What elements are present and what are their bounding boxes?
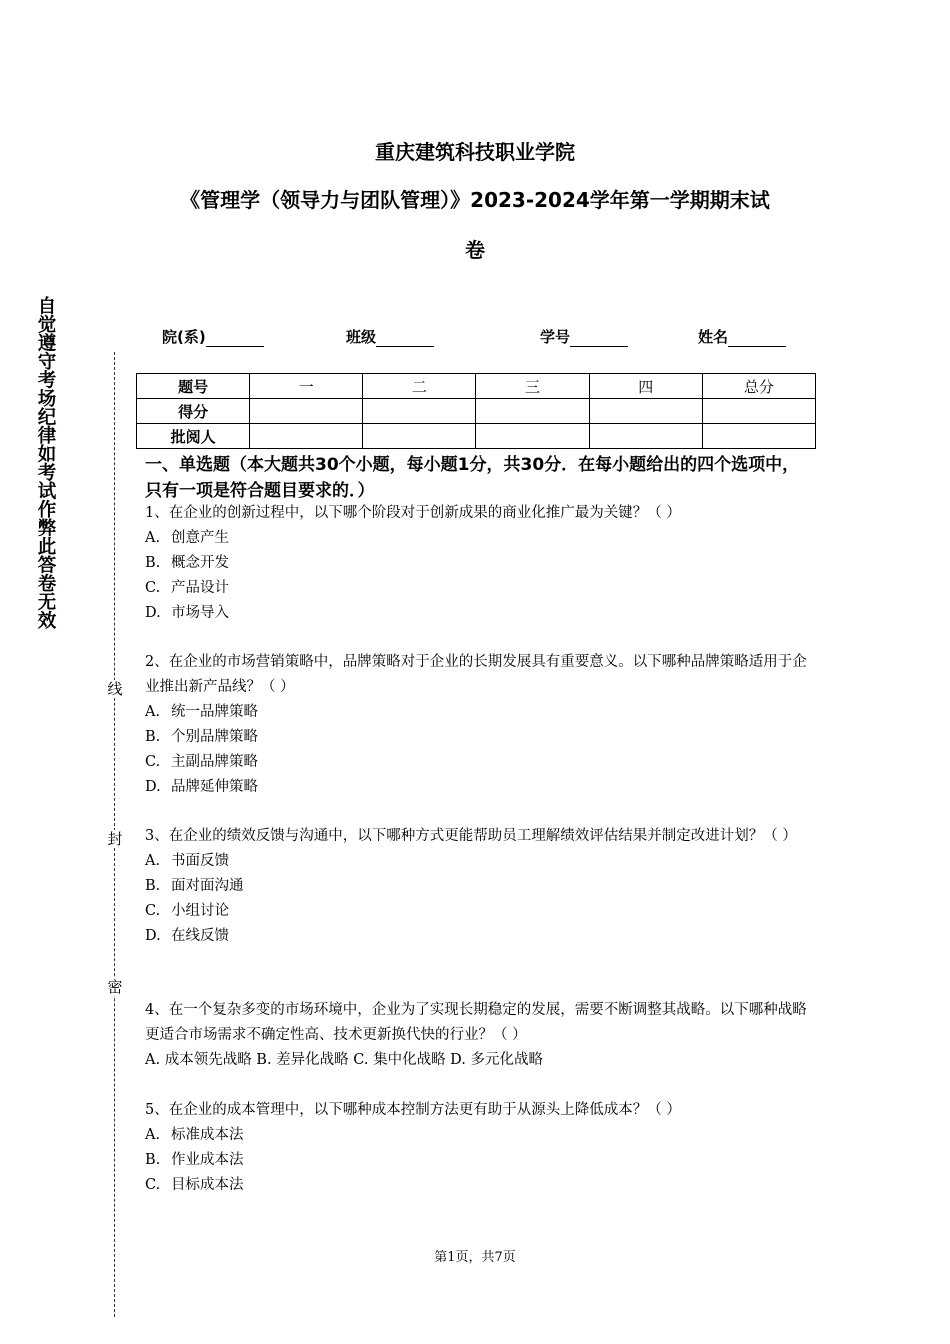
class-field[interactable]: 班级 [346, 326, 434, 347]
class-blank[interactable] [376, 330, 434, 347]
question-5 [145, 1098, 810, 1198]
score-cell[interactable] [250, 399, 363, 424]
department-field[interactable]: 院(系) [162, 326, 264, 347]
score-table [136, 373, 816, 449]
score-row-label: 得分 [137, 399, 250, 424]
inline-options[interactable]: A. 成本领先战略 B. 差异化战略 C. 集中化战略 D. 多元化战略 [145, 1052, 544, 1068]
score-cell[interactable] [363, 399, 476, 424]
score-table-header-row [137, 374, 816, 399]
header-section-2: 二 [363, 374, 476, 399]
binding-mark-secret: 密 [107, 978, 123, 996]
question-stem: 3、在企业的绩效反馈与沟通中，以下哪种方式更能帮助员工理解绩效评估结果并制定改进计划？（ ） [145, 828, 797, 844]
header-section-1: 一 [250, 374, 363, 399]
school-name: 重庆建筑科技职业学院 [375, 140, 575, 164]
binding-mark-line: 线 [107, 680, 123, 698]
exam-title-line2: 卷 [465, 238, 485, 262]
option-a[interactable]: A. 统一品牌策略 [145, 704, 258, 720]
header-section-3: 三 [476, 374, 589, 399]
option-b[interactable]: B. 概念开发 [145, 555, 229, 571]
question-stem: 5、在企业的成本管理中，以下哪种成本控制方法更有助于从源头上降低成本？（ ） [145, 1102, 681, 1118]
binding-mark-seal: 封 [107, 830, 123, 848]
reviewer-row [137, 424, 816, 449]
option-c[interactable]: C. 主副品牌策略 [145, 754, 258, 770]
question-4 [145, 998, 810, 1073]
student-info-row [0, 326, 950, 348]
question-stem: 2、在企业的市场营销策略中，品牌策略对于企业的长期发展具有重要意义。以下哪种品牌策略适用于企业推出新产品线？（ ） [145, 654, 807, 695]
header-question-no: 题号 [137, 374, 250, 399]
student-id-field[interactable]: 学号 [540, 326, 628, 347]
option-d[interactable]: D. 品牌延伸策略 [145, 779, 258, 795]
option-a[interactable]: A. 创意产生 [145, 530, 229, 546]
question-1 [145, 501, 810, 626]
score-cell[interactable] [476, 399, 589, 424]
reviewer-cell[interactable] [250, 424, 363, 449]
reviewer-cell[interactable] [476, 424, 589, 449]
exam-discipline-notice: 自觉遵守考场纪律如考试作弊此答卷无效 [35, 296, 56, 629]
option-c[interactable]: C. 产品设计 [145, 580, 229, 596]
option-d[interactable]: D. 市场导入 [145, 605, 229, 621]
option-a[interactable]: A. 标准成本法 [145, 1127, 244, 1143]
question-stem: 4、在一个复杂多变的市场环境中，企业为了实现长期稳定的发展，需要不断调整其战略。以下哪种战略更适合市场需求不确定性高、技术更新换代快的行业？（ ） [145, 1002, 807, 1043]
option-b[interactable]: B. 面对面沟通 [145, 878, 244, 894]
question-2 [145, 650, 810, 800]
reviewer-cell[interactable] [363, 424, 476, 449]
header-section-4: 四 [589, 374, 702, 399]
option-b[interactable]: B. 个别品牌策略 [145, 729, 258, 745]
option-b[interactable]: B. 作业成本法 [145, 1152, 244, 1168]
option-c[interactable]: C. 小组讨论 [145, 903, 229, 919]
question-stem: 1、在企业的创新过程中，以下哪个阶段对于创新成果的商业化推广最为关键？（ ） [145, 505, 681, 521]
score-cell[interactable] [589, 399, 702, 424]
reviewer-row-label: 批阅人 [137, 424, 250, 449]
header-total: 总分 [702, 374, 815, 399]
department-blank[interactable] [206, 330, 264, 347]
page-number: 第1页，共7页 [434, 1250, 516, 1265]
reviewer-cell[interactable] [702, 424, 815, 449]
option-c[interactable]: C. 目标成本法 [145, 1177, 244, 1193]
score-cell[interactable] [702, 399, 815, 424]
section-heading: 一、单选题（本大题共30个小题，每小题1分，共30分．在每小题给出的四个选项中，只有一项是符合题目要求的．） [145, 455, 800, 501]
score-row [137, 399, 816, 424]
name-blank[interactable] [728, 330, 786, 347]
student-id-blank[interactable] [570, 330, 628, 347]
exam-title-line1: 《管理学（领导力与团队管理）》2023-2024学年第一学期期末试 [180, 188, 770, 212]
question-3 [145, 824, 810, 949]
name-field[interactable]: 姓名 [698, 326, 786, 347]
option-a[interactable]: A. 书面反馈 [145, 853, 229, 869]
reviewer-cell[interactable] [589, 424, 702, 449]
option-d[interactable]: D. 在线反馈 [145, 928, 229, 944]
